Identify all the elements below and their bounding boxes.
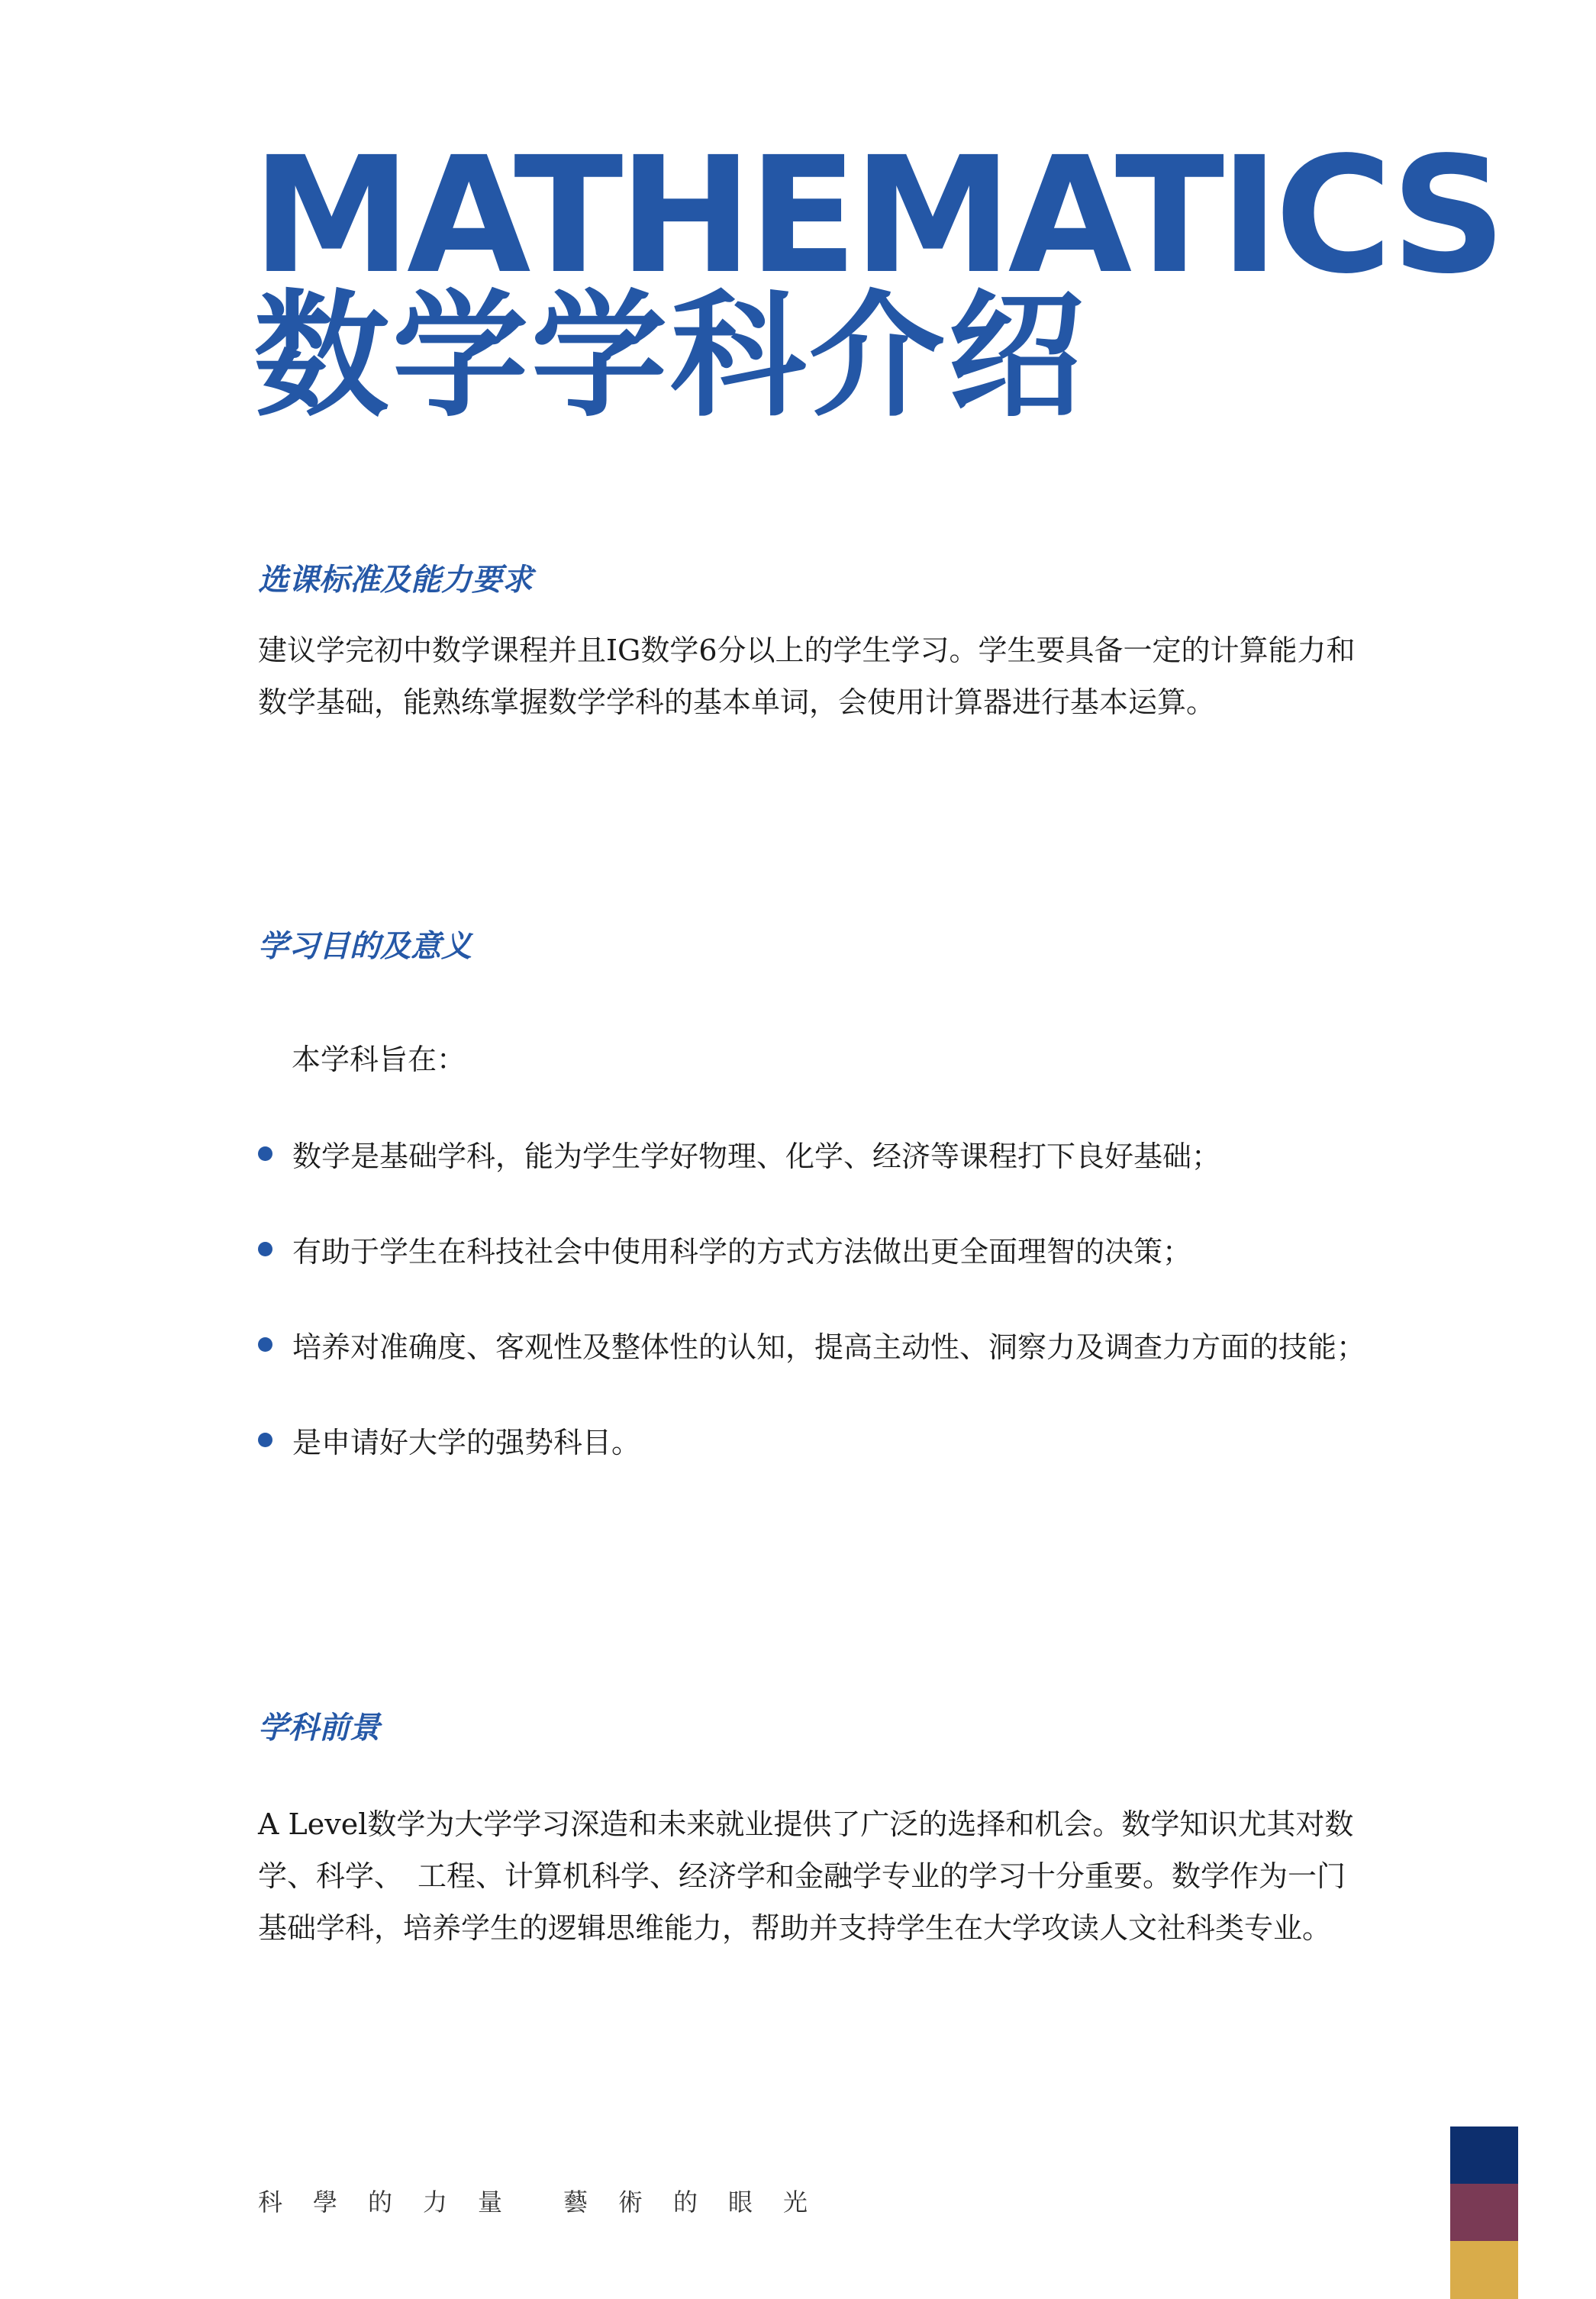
color-block-gold — [1450, 2241, 1518, 2299]
bullet-dot-icon — [258, 1337, 272, 1352]
paragraph-line: A Level数学为大学学习深造和未来就业提供了广泛的选择和机会。数学知识尤其对数 — [258, 1807, 1354, 1841]
list-item-text: 培养对准确度、客观性及整体性的认知，提高主动性、洞察力及调查力方面的技能； — [292, 1330, 1366, 1364]
bullet-dot-icon — [258, 1433, 272, 1447]
title-english: MATHEMATICS — [252, 122, 1502, 309]
list-item — [258, 1134, 1220, 1172]
footer-motto — [258, 2183, 838, 2218]
list-item-text: 数学是基础学科，能为学生学好物理、化学、经济等课程打下良好基础； — [292, 1139, 1221, 1173]
section-heading-requirements: 选课标准及能力要求 — [258, 562, 533, 598]
paragraph-line: 数学基础，能熟练掌握数学学科的基本单词，会使用计算器进行基本运算。 — [258, 685, 1216, 719]
color-block-maroon — [1450, 2184, 1518, 2241]
color-block-navy — [1450, 2126, 1518, 2184]
list-item-text: 是申请好大学的强势科目。 — [292, 1425, 641, 1459]
bullet-dot-icon — [258, 1146, 272, 1161]
section-heading-prospects: 学科前景 — [258, 1710, 380, 1746]
paragraph-line: 建议学完初中数学课程并且IG数学6分以上的学生学习。学生要具备一定的计算能力和 — [258, 634, 1356, 667]
bullet-dot-icon — [258, 1242, 272, 1256]
title-chinese: 数学学科介绍 — [253, 277, 1087, 435]
prospects-paragraph — [258, 1798, 1372, 1954]
list-item — [258, 1230, 1191, 1268]
list-item — [258, 1420, 640, 1459]
paragraph-line: 基础学科，培养学生的逻辑思维能力，帮助并支持学生在大学攻读人文社科类专业。 — [258, 1911, 1332, 1945]
list-item — [258, 1325, 1365, 1363]
section-heading-purpose: 学习目的及意义 — [258, 928, 472, 964]
list-item-text: 有助于学生在科技社会中使用科学的方式方法做出更全面理智的决策； — [292, 1234, 1192, 1269]
requirements-paragraph — [258, 624, 1372, 728]
motto-left: 科學的力量 — [258, 2188, 534, 2217]
purpose-intro: 本学科旨在： — [292, 1043, 466, 1076]
paragraph-line: 学、科学、 工程、计算机科学、经济学和金融学专业的学习十分重要。数学作为一门 — [258, 1859, 1346, 1893]
motto-right: 藝術的眼光 — [563, 2188, 839, 2217]
